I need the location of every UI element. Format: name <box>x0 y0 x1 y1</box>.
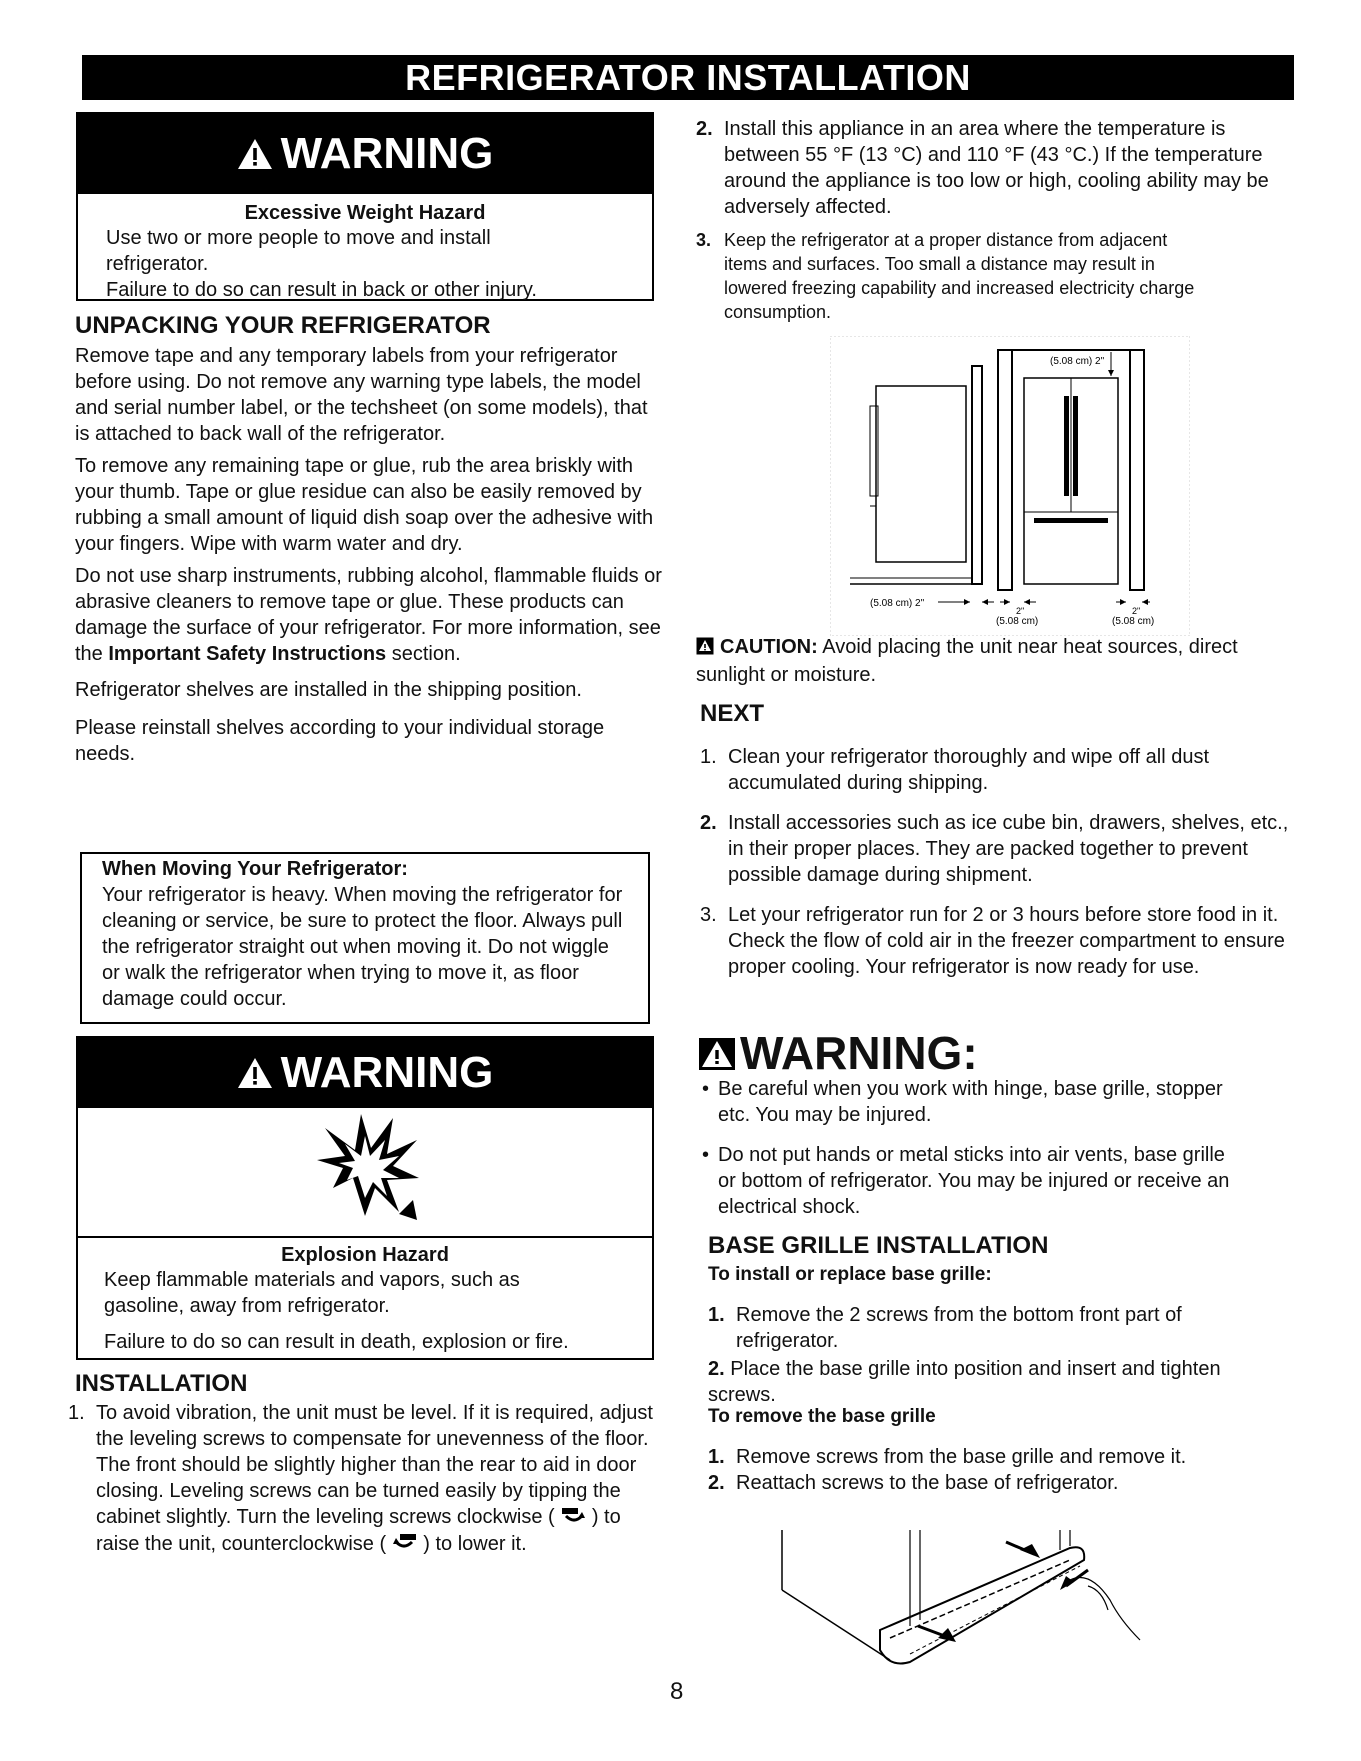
item-text: To avoid vibration, the unit must be level. If it is required, adjust the leveling screws to compensate for unevenness of the floor. The front should be slightly higher than the rear to aid in door closing. Leveling screws can be turned easily by tipping the cabinet slightly. Turn the leveling screws clockwise ( <box>96 1402 653 1528</box>
item-text: ) to raise the unit, counterclockwise ( <box>96 1506 621 1555</box>
item-text: Reattach screws to the base of refrigerator. <box>736 1472 1119 1494</box>
grille-heading: BASE GRILLE INSTALLATION <box>708 1232 1049 1259</box>
item-number: 3. <box>700 904 717 926</box>
bullet: • <box>702 1144 710 1166</box>
item-text: Clean your refrigerator thoroughly and wipe off all dust accumulated during shipping. <box>728 746 1210 794</box>
item-text: Do not put hands or metal sticks into air vents, base grille or bottom of refrigerator. You may be injured or receive an electrical shock. <box>718 1144 1230 1218</box>
list-item <box>700 902 1296 980</box>
item-number: 1. <box>68 1402 85 1424</box>
unpacking-heading: UNPACKING YOUR REFRIGERATOR <box>75 312 491 339</box>
safety-instructions-ref: Important Safety Instructions <box>108 643 387 665</box>
list-item <box>708 1356 1248 1408</box>
side-clearance-cm: (5.08 cm) <box>996 616 1039 627</box>
item-text: Be careful when you work with hinge, base grille, stopper etc. You may be injured. <box>718 1078 1223 1126</box>
installation-list-continued <box>696 116 1296 334</box>
grille-install-list <box>708 1302 1248 1418</box>
next-heading: NEXT <box>700 700 765 727</box>
paragraph: Refrigerator shelves are installed in the shipping position. <box>75 679 582 701</box>
caution-icon <box>698 1030 736 1080</box>
warning-line: Keep flammable materials and vapors, such as <box>104 1269 520 1291</box>
list-item <box>702 1076 1242 1128</box>
base-grille-illustration <box>770 1530 1170 1670</box>
caution-label: CAUTION: <box>720 636 818 658</box>
paragraph-text: section. <box>386 643 461 665</box>
grille-remove-subheading: To remove the base grille <box>708 1406 936 1427</box>
grille-remove-list <box>708 1444 1248 1506</box>
installation-heading: INSTALLATION <box>75 1370 248 1397</box>
item-number: 1. <box>708 1304 725 1326</box>
warning-triangle-icon <box>237 1040 273 1110</box>
clearance-diagram <box>830 336 1190 636</box>
paragraph <box>75 563 665 667</box>
moving-title: When Moving Your Refrigerator: <box>102 858 408 880</box>
list-item <box>708 1470 1248 1496</box>
warning-line: gasoline, away from refrigerator. <box>104 1295 390 1317</box>
bullet: • <box>702 1078 710 1100</box>
item-text: Install this appliance in an area where the temperature is between 55 °F (13 °C) and 110 °F (43 °C.) If the temperature around the appliance is too low or high, cooling ability may be adversely affected. <box>724 118 1269 218</box>
list-item <box>696 228 1214 324</box>
explosion-warning-box <box>76 1036 654 1360</box>
list-item <box>708 1302 1248 1354</box>
warning-header <box>78 1038 652 1108</box>
warning-heading: WARNING <box>280 1048 494 1097</box>
warning-line: Failure to do so can result in death, explosion or fire. <box>104 1331 569 1353</box>
list-item <box>696 116 1296 220</box>
hazard-title: Explosion Hazard <box>281 1244 449 1266</box>
installation-list <box>68 1400 668 1567</box>
paragraph: Please reinstall shelves according to your individual storage needs. <box>75 717 605 765</box>
item-text: Remove the 2 screws from the bottom front part of refrigerator. <box>736 1304 1182 1352</box>
rear-clearance-label: (5.08 cm) 2" <box>870 598 925 609</box>
side-clearance-inches: 2" <box>1132 606 1141 616</box>
warning-line: Failure to do so can result in back or other injury. <box>106 279 537 301</box>
counterclockwise-icon <box>392 1531 418 1557</box>
moving-note-box <box>80 852 650 1024</box>
unpacking-section <box>75 343 665 767</box>
side-clearance-cm: (5.08 cm) <box>1112 616 1155 627</box>
item-number: 1. <box>708 1446 725 1468</box>
caution-text: Avoid placing the unit near heat sources, direct sunlight or moisture. <box>696 636 1238 686</box>
item-number: 1. <box>700 746 717 768</box>
list-item <box>708 1444 1248 1470</box>
list-item <box>700 810 1296 888</box>
item-number: 2. <box>708 1358 725 1380</box>
paragraph: Remove tape and any temporary labels from your refrigerator before using. Do not remove any warning type labels, the model and serial number label, or the techsheet (on some models), that is attached to back wall of the refrigerator. <box>75 345 648 445</box>
warning-triangle-icon <box>237 116 273 196</box>
weight-warning-box <box>76 112 654 301</box>
item-number: 3. <box>696 230 712 250</box>
list-item <box>700 744 1296 796</box>
list-item <box>702 1142 1242 1220</box>
item-number: 2. <box>708 1472 725 1494</box>
warning-header <box>78 114 652 194</box>
next-list <box>700 744 1296 990</box>
page-banner-title: REFRIGERATOR INSTALLATION <box>82 55 1294 100</box>
item-text: Install accessories such as ice cube bin, drawers, shelves, etc., in their proper places. They are packed together to prevent possible damage during shipment. <box>728 812 1289 886</box>
clockwise-icon <box>560 1505 586 1531</box>
injury-warning-heading <box>698 1028 978 1080</box>
warning-bullets <box>702 1076 1242 1230</box>
explosion-icon <box>78 1108 652 1238</box>
item-text: Let your refrigerator run for 2 or 3 hours before store food in it. Check the flow of cold air in the freezer compartment to ensure proper cooling. Your refrigerator is now ready for use. <box>728 904 1285 978</box>
hazard-title: Excessive Weight Hazard <box>244 202 486 224</box>
item-number: 2. <box>700 812 717 834</box>
paragraph-text: Do not use sharp instruments, rubbing alcohol, flammable fluids or abrasive cleaners to remove tape or glue. These products can damage the surface of your refrigerator. For more information, see the <box>75 565 662 665</box>
item-text: Remove screws from the base grille and remove it. <box>736 1446 1187 1468</box>
side-clearance-inches: 2" <box>1016 606 1025 616</box>
paragraph: To remove any remaining tape or glue, rub the area briskly with your thumb. Tape or glue residue can also be easily removed by rubbing a small amount of liquid dish soap over the adhesive with your fingers. Wipe with warm water and dry. <box>75 455 654 555</box>
warning-heading: WARNING: <box>740 1027 978 1079</box>
item-text: ) to lower it. <box>423 1532 527 1555</box>
caution-icon <box>696 636 714 662</box>
list-item <box>68 1400 668 1557</box>
item-number: 2. <box>696 118 713 140</box>
warning-line: Use two or more people to move and install <box>106 227 491 249</box>
grille-install-subheading: To install or replace base grille: <box>708 1264 992 1285</box>
top-clearance-label: (5.08 cm) 2" <box>1050 356 1105 367</box>
moving-body: Your refrigerator is heavy. When moving the refrigerator for cleaning or service, be sure to protect the floor. Always pull the refrigerator straight out when moving it. Do not wiggle or walk the refrigerator when trying to move it, as floor damage could occur. <box>102 884 623 1010</box>
warning-heading: WARNING <box>280 129 494 178</box>
item-text: Keep the refrigerator at a proper distance from adjacent items and surfaces. Too small a distance may result in lowered freezing capability and increased electricity charge consumption. <box>724 230 1195 322</box>
caution-note <box>696 634 1296 688</box>
warning-line: refrigerator. <box>106 253 209 275</box>
item-text: Place the base grille into position and insert and tighten screws. <box>708 1358 1221 1406</box>
page-number: 8 <box>670 1678 684 1705</box>
